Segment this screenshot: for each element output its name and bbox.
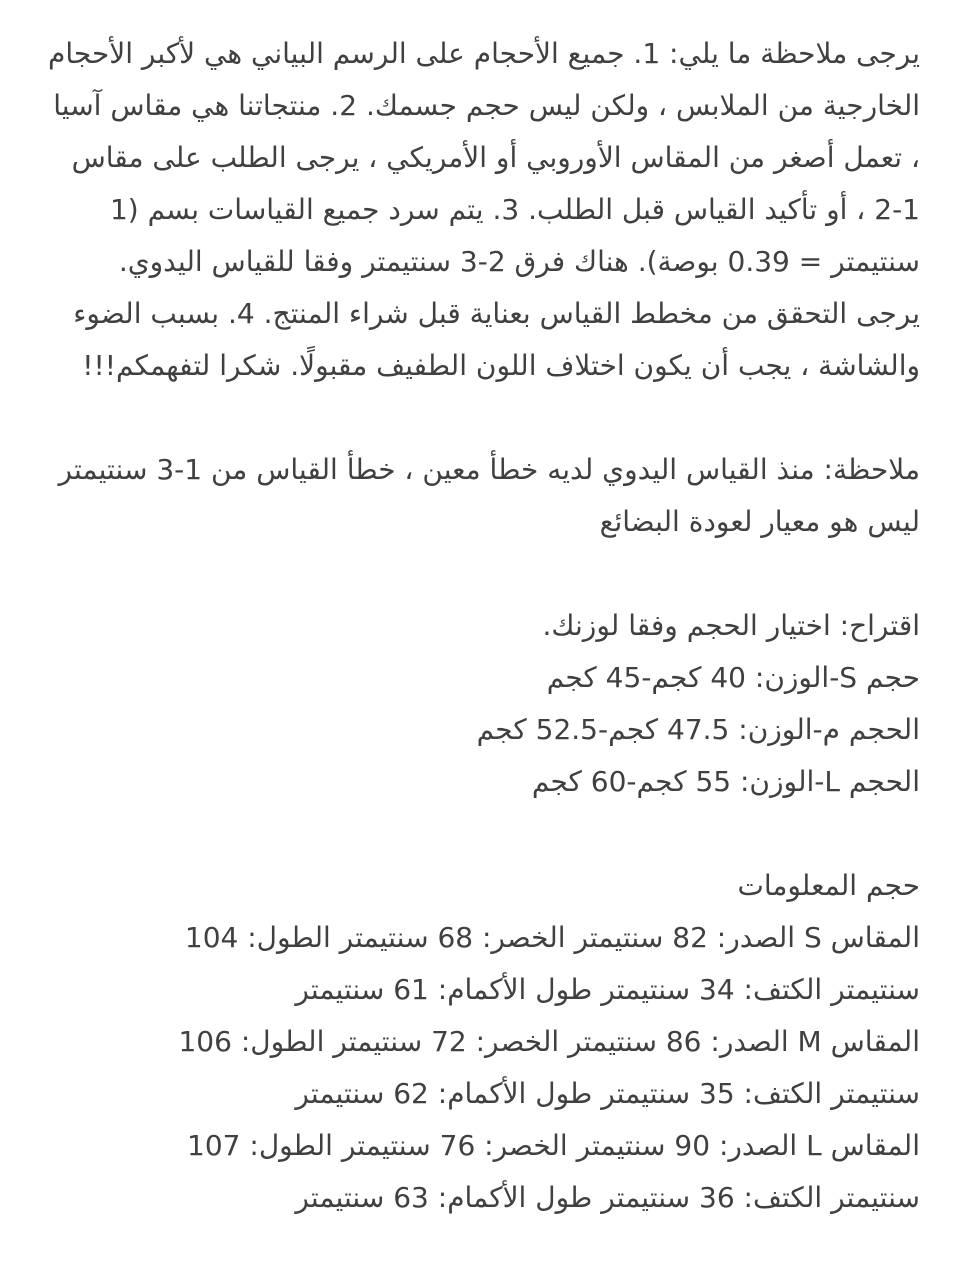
size-s-measurements-line-1: المقاس S الصدر: 82 سنتيمتر الخصر: 68 سنتيمتر الطول: 104 — [184, 921, 920, 954]
spacer — [48, 548, 920, 600]
manual-error-note: ملاحظة: منذ القياس اليدوي لديه خطأ معين ، خطأ القياس من 1-3 سنتيمتر ليس هو معيار لعودة البضائع — [58, 453, 920, 538]
weight-size-l: الحجم L-الوزن: 55 كجم-60 كجم — [531, 765, 920, 798]
spacer — [48, 808, 920, 860]
suggestion-heading: اقتراح: اختيار الحجم وفقا لوزنك. — [542, 609, 920, 642]
notes-paragraph: يرجى ملاحظة ما يلي: 1. جميع الأحجام على الرسم البياني هي لأكبر الأحجام الخارجية من الملابس ، ولكن ليس حجم جسمك. 2. منتجاتنا هي مقاس آسيا ، تعمل أصغر من المقاس الأوروبي أو الأمريكي ، يرجى الطلب على مقاس 1-2 ، أو تأكيد القياس قبل الطلب. 3. يتم سرد جميع القياسات بسم (1 سنتيمتر = 0.39 بوصة). هناك فرق 2-3 سنتيمتر وفقا للقياس اليدوي. يرجى التحقق من مخطط القياس بعناية قبل شراء المنتج. 4. بسبب الضوء والشاشة ، يجب أن يكون اختلاف اللون الطفيف مقبولًا. شكرا لتفهمكم!!! — [48, 37, 920, 382]
size-info-heading: حجم المعلومات — [737, 869, 920, 902]
size-info — [48, 860, 920, 1224]
size-suggestion — [48, 600, 920, 808]
size-l-measurements-line-1: المقاس L الصدر: 90 سنتيمتر الخصر: 76 سنتيمتر الطول: 107 — [187, 1129, 920, 1162]
spacer — [48, 392, 920, 444]
size-s-measurements-line-2: سنتيمتر الكتف: 34 سنتيمتر طول الأكمام: 61 سنتيمتر — [295, 973, 920, 1006]
weight-size-m: الحجم م-الوزن: 47.5 كجم-52.5 كجم — [476, 713, 920, 746]
weight-size-s: حجم S-الوزن: 40 كجم-45 كجم — [546, 661, 920, 694]
product-description — [48, 28, 920, 1224]
size-m-measurements-line-2: سنتيمتر الكتف: 35 سنتيمتر طول الأكمام: 62 سنتيمتر — [295, 1077, 920, 1110]
size-m-measurements-line-1: المقاس M الصدر: 86 سنتيمتر الخصر: 72 سنتيمتر الطول: 106 — [178, 1025, 920, 1058]
size-l-measurements-line-2: سنتيمتر الكتف: 36 سنتيمتر طول الأكمام: 63 سنتيمتر — [295, 1181, 920, 1214]
